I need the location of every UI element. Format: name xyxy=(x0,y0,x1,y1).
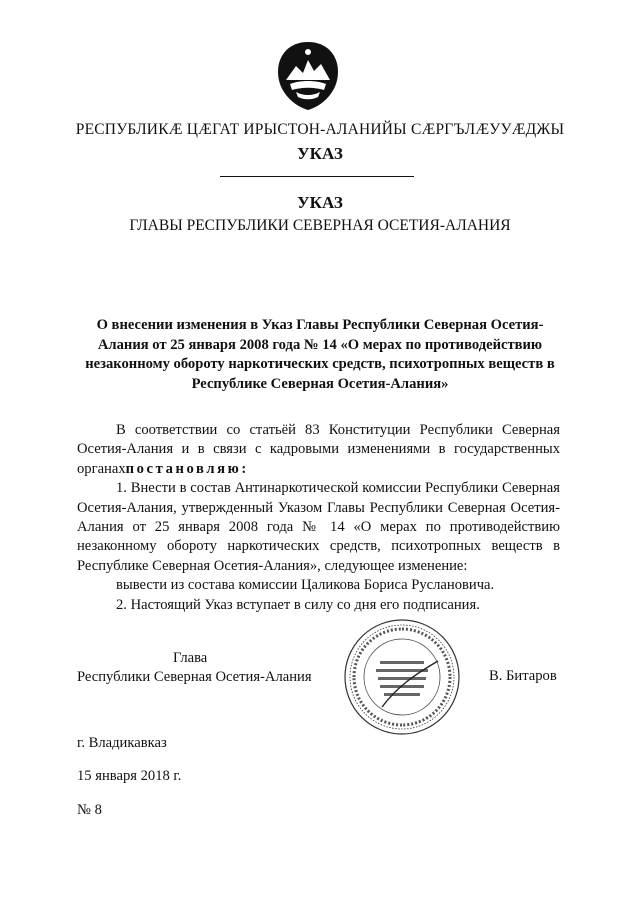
place-of-signing: г. Владикавказ xyxy=(77,735,167,751)
preamble-paragraph xyxy=(77,421,560,479)
decree-number: № 8 xyxy=(77,802,102,818)
coat-of-arms-emblem xyxy=(276,40,340,112)
decree-subject xyxy=(70,316,570,394)
subject-line: О внесении изменения в Указ Главы Республики Северная Осетия- xyxy=(96,317,544,333)
signatory-title-line1: Глава xyxy=(173,650,208,666)
decree-body xyxy=(77,421,560,615)
subject-line: незаконному обороту наркотических средств, психотропных веществ в xyxy=(85,356,555,372)
signatory-title xyxy=(77,649,327,688)
subject-line: Алания от 25 января 2008 года № 14 «О мерах по противодействию xyxy=(97,336,543,353)
official-seal-stamp xyxy=(342,617,462,737)
ukaz-title-russian: УКАЗ xyxy=(297,193,343,212)
item-1-paragraph: 1. Внести в состав Антинаркотической комиссии Республики Северная Осетия-Алания, утвержденный Указом Главы Республики Северная Осетия-Алания от 25 января 2008 года № 14 «О мерах по противодействию незаконному обороту наркотических средств, психотропных веществ в Республике Северная Осетия-Алания», следующее изменение: xyxy=(77,480,560,574)
head-of-republic-title: ГЛАВЫ РЕСПУБЛИКИ СЕВЕРНАЯ ОСЕТИЯ-АЛАНИЯ xyxy=(129,217,511,234)
signatory-title-line2: Республики Северная Осетия-Алания xyxy=(77,669,312,686)
ukaz-title-ossetian: УКАЗ xyxy=(297,144,343,163)
item-2-paragraph: 2. Настоящий Указ вступает в силу со дня его подписания. xyxy=(116,596,480,613)
republic-name-ossetian: РЕСПУБЛИКӔ ЦӔГАТ ИРЫСТОН-АЛАНИЙЫ СӔРГЪЛӔУУӔДЖЫ xyxy=(75,121,565,138)
preamble-text: В соответствии со статьёй 83 Конституции Республики Северная Осетия-Алания и в связи с кадровыми изменениями в государственных органах xyxy=(77,422,560,477)
signatory-name: В. Битаров xyxy=(489,668,557,684)
decree-word: постановляю: xyxy=(125,460,249,477)
header-divider xyxy=(220,176,414,177)
decree-date: 15 января 2018 г. xyxy=(77,768,182,784)
subject-line: Республике Северная Осетия-Алания» xyxy=(191,375,449,392)
item-1-change: вывести из состава комиссии Цаликова Бориса Руслановича. xyxy=(116,577,495,594)
